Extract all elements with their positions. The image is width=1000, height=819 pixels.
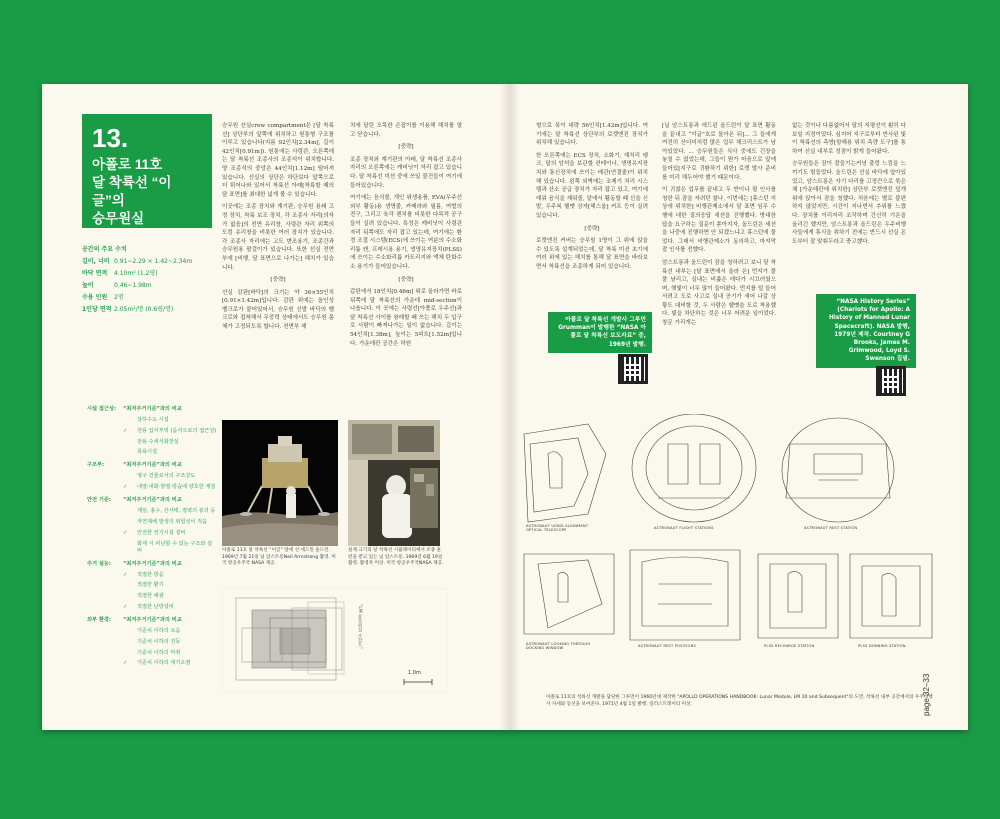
photo-aldrin-lunar-module bbox=[222, 420, 338, 546]
check-icon: ✓ bbox=[123, 603, 128, 610]
check-icon: ✓ bbox=[123, 427, 128, 434]
list-item: 영구 건물로서의 구조강도 bbox=[87, 473, 217, 480]
list-item: 화재 시 피난할 수 있는 구조와 설비 bbox=[87, 541, 217, 555]
page-gutter bbox=[500, 84, 520, 730]
comparison-group: 주거 설능: “최저주거기준”과의 비교 ✓ 적절한 방음 적절한 환기 적절한 채광 ✓ 적절한 난방설비 bbox=[87, 561, 217, 611]
check-icon: ✓ bbox=[123, 484, 128, 491]
drawing-label: PLSS RECHARGE STATION bbox=[764, 644, 815, 648]
body-column-3: 형으로 폭이 대략 56인치[1.42m]입니다. 여기에는 달 착륙선 상단부의 로켓엔진 장치가 위치해 있습니다. 한 오른쪽에는 ECS 장치, 소화기, 재처리 탱크, 달의 암석을 보관할 컨테이너, 생명유지장치와 통신장치에 쓰이는 배관(연결줄)이 위치해 있습니다. 왼쪽 외벽에는 조제기 처리 시스템과 산소 공급 장치가 자리 잡고 있고, 여기에 데워 음식을 재워줄, 알에서 활동할 때 신을 신발, 우주복 헬멧 상자[헤스웁] 커프 등이 실려 있습니다. [중략] 로켓엔진 커버는 승무원 1명이 그 위에 앉을 수 있도록 설계되었는데, 달 착륙 미션 초기에 여러 위에 있는 해치를 통해 달 표면을 바라보면서 착륙선을 조종하게 되어 있습니다. bbox=[536, 123, 648, 270]
drawing-label: ASTRONAUT USING ALIGNMENT OPTICAL TELESCOPE bbox=[526, 524, 589, 532]
check-icon bbox=[123, 439, 137, 446]
source-caption-grumman: 아폴로 달 착륙선 개발사 그루먼Grumman이 발행한 “NASA 아폴로 달 착륙선 보도자료” 중, 1969년 발행. bbox=[548, 312, 652, 353]
list-item: ✓ 기준치 이하의 대기오염 bbox=[123, 660, 191, 667]
list-item: ✓ 내열·내화·방열·방습에 양호한 재질 bbox=[123, 484, 216, 491]
body-column-2: 치에 달린 오목한 손잡이를 이용해 해치를 열고 닫습니다. [중략] 조종 장치와 계기판의 아래, 달 착륙선 조종사 자리의 오른쪽에는 캐비닛이 자리 잡고 있습니다. 달 착륙선 미션 중에 쓰일 물건들이 여기에 들어있습니다. 여기에는 음식물, 개인 위생용품, EVA(우주선 외부 활동)용 생명줄, 카메라와 필름, 여벌의 전구, 그리고 육각 렌치를 비롯한 다목적 공구들이 실려 있습니다. 특정은 캐비닛이 사령관 자리 뒤쪽에도 자리 잡고 있는데, 여기에는 환경 조절 시스템(ECS)에 쓰이는 여분의 수소화리튬 캔, 프레시용 용기, 생명유지장치(PLSS)에 쓰이는 수소화리튬 카트리지와 액체 탄화수소 용기가 들어있습니다. [중략] 갑판에서 18인치[0.46m] 위로 올라가면 바로 뒤쪽에 달 착륙선의 가운데 mid-section이 나옵니다. 이 곳에는 사령선[아폴로 우주선]과 달 착륙선 사이를 왕래할 때 쓰는 해치 두 입구로 사람이 빠져나가는 일이 없습니다. 길이는 54인치[1.38m], 높이는 5피트[1.52m]입니다. 가운데칸 공간은 하원 bbox=[350, 123, 462, 347]
check-icon bbox=[123, 593, 137, 600]
specs-heading: 공간의 주요 수치 bbox=[82, 246, 127, 253]
drawing-caption: 아폴로 11호의 착륙선 개발을 담당한 그루먼이 1960년대 제작한 "APOLLO OPERATIONS HANDBOOK: Lunar Module, LM 10 and Subsequent"의 도면. 착륙선 내부 공간에서의 우주비행사 자세와 동선을 보여준다. 1971년 4월 1일 발행. 일러스트레이터 미상. bbox=[546, 695, 933, 707]
qr-code-icon[interactable] bbox=[618, 354, 648, 384]
list-item: 적절한 환기 bbox=[87, 582, 217, 589]
check-icon bbox=[123, 541, 137, 555]
housing-standard-comparison bbox=[87, 406, 217, 673]
check-icon bbox=[123, 628, 137, 635]
plan-label: “LM 승무원실 조감도” bbox=[357, 604, 362, 650]
spec-row: 바닥 면적 4.10m² (1.2평) bbox=[82, 270, 158, 277]
drawing-label: ASTRONAUT LOOKING THROUGH DOCKING WINDOW bbox=[526, 642, 591, 650]
comparison-group: 외부 환경: “최저주거기준”과의 비교 기준치 이하의 소음 기준치 이하의 진동 기준치 이하의 악취 ✓ 기준치 이하의 대기오염 bbox=[87, 617, 217, 667]
magazine-spread bbox=[42, 84, 968, 730]
list-item: ✓ 전용 입식부엌 (음식으로의 접근성) bbox=[123, 427, 217, 434]
list-item: 전용 수세식화장실 bbox=[87, 439, 217, 446]
photo-caption: 아폴로 11호 달 착륙선 “이글” 앞에 선 에드윈 올드린. 1969년 7월 21일 닐 암스트롱Neil Armstrong 촬영. 미국 항공우주국 NASA 제공. bbox=[222, 548, 336, 567]
comparison-group: 구조부: “최저주거기준”과의 비교 영구 건물로서의 구조강도 ✓ 내열·내화·방열·방습에 양호한 재질 bbox=[87, 462, 216, 491]
source-caption-nasa-history: “NASA History Series” (Chariots for Apollo: A History of Manned Lunar Spacecraft). NASA 발행, 1979년 제작. Courtney G Brooks, James M. Grimwood, Loyd S. Swenson 집필. bbox=[816, 294, 916, 368]
chapter-title-box bbox=[82, 114, 212, 228]
photo-armstrong-simulator bbox=[348, 420, 440, 546]
lunar-module-drawings bbox=[518, 414, 938, 676]
chapter-number: 13. bbox=[92, 123, 129, 153]
check-icon: ✓ bbox=[123, 660, 128, 667]
check-icon bbox=[123, 519, 137, 526]
check-icon bbox=[123, 417, 137, 424]
scale-label: 1.0m bbox=[408, 670, 421, 676]
qr-code-icon[interactable] bbox=[876, 366, 906, 396]
list-item: 재일, 홍수, 산사태, 절벽의 붕괴 등 bbox=[87, 508, 217, 515]
photo-caption: 실제 크기의 달 착륙선 시뮬레이터에서 조종 훈련을 받고 있는 닐 암스트롱. 1969년 6월 19일 촬영. 촬영자 미상. 미국 항공우주국NASA 제공. bbox=[348, 548, 444, 567]
floor-plan-diagram bbox=[222, 588, 448, 692]
list-item: 기준치 이하의 소음 bbox=[87, 628, 217, 635]
drawing-label: ASTRONAUT FLIGHT STATIONS bbox=[654, 526, 714, 530]
check-icon bbox=[123, 449, 137, 456]
check-icon: ✓ bbox=[123, 571, 128, 578]
list-item: 기준치 이하의 진동 bbox=[87, 639, 217, 646]
spec-row: 수용 인원 2명 bbox=[82, 294, 124, 301]
body-column-5: 없는 것이나 다름없어서 달의 지평선이 훤히 다 보일 지경이었다. 심지어 지구로부터 반사된 빛이 착륙선의 측방[항해용 위치 측량 도구]를 통하여 선실 내부로 정점이 밝게 들어왔다. 승무원들은 잠이 잘들기는커녕 출렁 느낌을 느끼기도 힘들었다. 올드린은 선실 바닥에 엎아있었고, 암스트롱은 자기 다리를 고정끈으로 묶은 채 [가운데칸에 위치한] 상단부 로켓엔진 덮개 위에 앉아서 잠을 청했다. 처음에는 별로 불편하지 않았지만, 시간이 지나면서 추위를 느꼈다. 장치를 이리저리 조작하며 간신히 기온을 올리긴 했지만, 암스트롱과 올드린은 우주비행사들에게 휴식을 취하기 전에는 반드시 선실 온도부터 잘 맞춰두라고 충고했다. bbox=[792, 123, 906, 245]
list-item: ✓ 안전한 전기시설 설비 bbox=[123, 529, 186, 536]
chapter-title: 아폴로 11호 달 착륙선 “이글”의 승무원실 bbox=[92, 157, 172, 226]
list-item: 목욕시설 bbox=[87, 449, 217, 456]
comparison-group: 안전 기준: “최저주거기준”과의 비교 재일, 홍수, 산사태, 절벽의 붕괴 등 자연재해 발생의 위험성이 적음 ✓ 안전한 전기시설 설비 화재 시 피난할 수 있는 구조와 설비 bbox=[87, 497, 216, 554]
body-column-1: 승무원 선실crew compartment은 [달 착륙선] 상단부의 앞쪽에 위치하고 원통형 구조를 이루고 있습니다(지름 92인치[2.34m], 길이 42인치[0.91m]). 원통에는 사령관, 오른쪽에는 달 착륙선 조종사의 조종석이 위치합니다. 양 조종석의 중앙은 44인치[1.12m] 떨어져 있습니다. 선실의 상단은 하단보다 앞쪽으로 더 튀어나와 있어서 착륙선 아래[착륙할 때의 달 표면]를 최대한 넓게 볼 수 있습니다. 이곳에는 조종 장치와 계기판, 승무원 용쇄 고정 장치, 착륙 보조 장치, 각 조종사 자리[의자가 없음]의 전면 유리창, 사령관 자리 위쪽의 도킹 유리창을 비롯한 여러 장치가 있습니다. 각 조종사 자리에는 고도 변조용기, 조종간과 승무원용 팔걸이가 있습니다. 또한 선실 전면부에 [비행, 달 표면으로 나가는] 해치가 있습니다. [중략] 선실 감판[바닥]의 크기는 약 36×55인치[0.91×1.42m]입니다. 감판 위에는 올인성 벨크로가 붙어있어서, 승무원 신발 바닥의 벨크로와 접착해서 무중력 상태에서도 승무원 몸체가 고정되도록 합니다. 전면부 해 bbox=[222, 123, 334, 331]
check-icon bbox=[123, 639, 137, 646]
check-icon bbox=[123, 473, 137, 480]
list-item: ✓ 적절한 방음 bbox=[123, 571, 164, 578]
list-item: 자연재해 발생의 위험성이 적음 bbox=[87, 519, 217, 526]
spec-row: 길이, 너비 0.91~2.29 × 1.42~2.34m bbox=[82, 258, 193, 265]
list-item: ✓ 적절한 난방설비 bbox=[123, 603, 174, 610]
comparison-group: 시설 접근성: “최저주거기준”과의 비교 상하수도 시설 ✓ 전용 입식부엌 (음식으로의 접근성) 전용 수세식화장실 목욕시설 bbox=[87, 406, 217, 456]
page-number: page 32–33 bbox=[922, 673, 931, 716]
spec-row: 1인당 면적 2.05m²/명 (0.6평/명) bbox=[82, 306, 174, 313]
drawing-label: ASTRONAUT REST POSITIONS bbox=[638, 644, 696, 648]
check-icon bbox=[123, 582, 137, 589]
body-column-4: [닐 암스트롱과 에드윈 올드린이 달 표면 활동을 끝내고 “이글”호로 돌아온 뒤]... 그 들에게 여전히 산더미처럼 많은 업무 체크리스트가 남아있었다. ... 승무원들은 식사 중에도 긴장을 놓칠 수 없었는데, 그들이 뭔가 마음으로 앞에 들어있[지구로 귀환하기 위한] 로켓 발사 준비를 미리 해두어야 했기 때문이다. 이 귀찮은 업무를 끝내고 두 반이나 될 인사를 청한 뒤 잠을 자려던 찰나, 이번에는 [휴스턴 지상에 위치한] 비행관제소에서 달 표면 임무 수행에 대한 질의응답 세션을 진행했다. 방대한 답을 요구하는 질문이 쏟아지자, 올드린은 세션을 나중에 진행하면 안 되겠느냐고 휴스턴에 물었다. 그래서 비행관제소가 동의하고, 마지막 잘 인사를 전했다. 암스트롱과 올드린이 잠을 청하려고 보니 달 착륙선 내부는 [달 표면에서 올라 온] 먼지가 풀풀 날리고, 실내는 비좁은 데다가 시끄러웠으며, 햇빛이 너무 많이 들어왔다. 먼지를 털 들어서려고 도로 사고로 실내 공기가 새어 나갈 상황도 대비할 것, 두 사람은 헬멧을 도로 착용했다. 빛을 차단하는 것은 너무 어려운 일이었다. 창문 가리개는 bbox=[662, 123, 776, 327]
space-specs bbox=[82, 244, 222, 318]
drawing-label: ASTRONAUT REST STATION bbox=[804, 526, 858, 530]
list-item: 기준치 이하의 악취 bbox=[87, 650, 217, 657]
check-icon: ✓ bbox=[123, 529, 128, 536]
spec-row: 높이 0.46~1.98m bbox=[82, 282, 152, 289]
drawing-label: PLSS DONNING STATION bbox=[858, 644, 906, 648]
list-item: 상하수도 시설 bbox=[87, 417, 217, 424]
list-item: 적절한 채광 bbox=[87, 593, 217, 600]
check-icon bbox=[123, 650, 137, 657]
check-icon bbox=[123, 508, 137, 515]
